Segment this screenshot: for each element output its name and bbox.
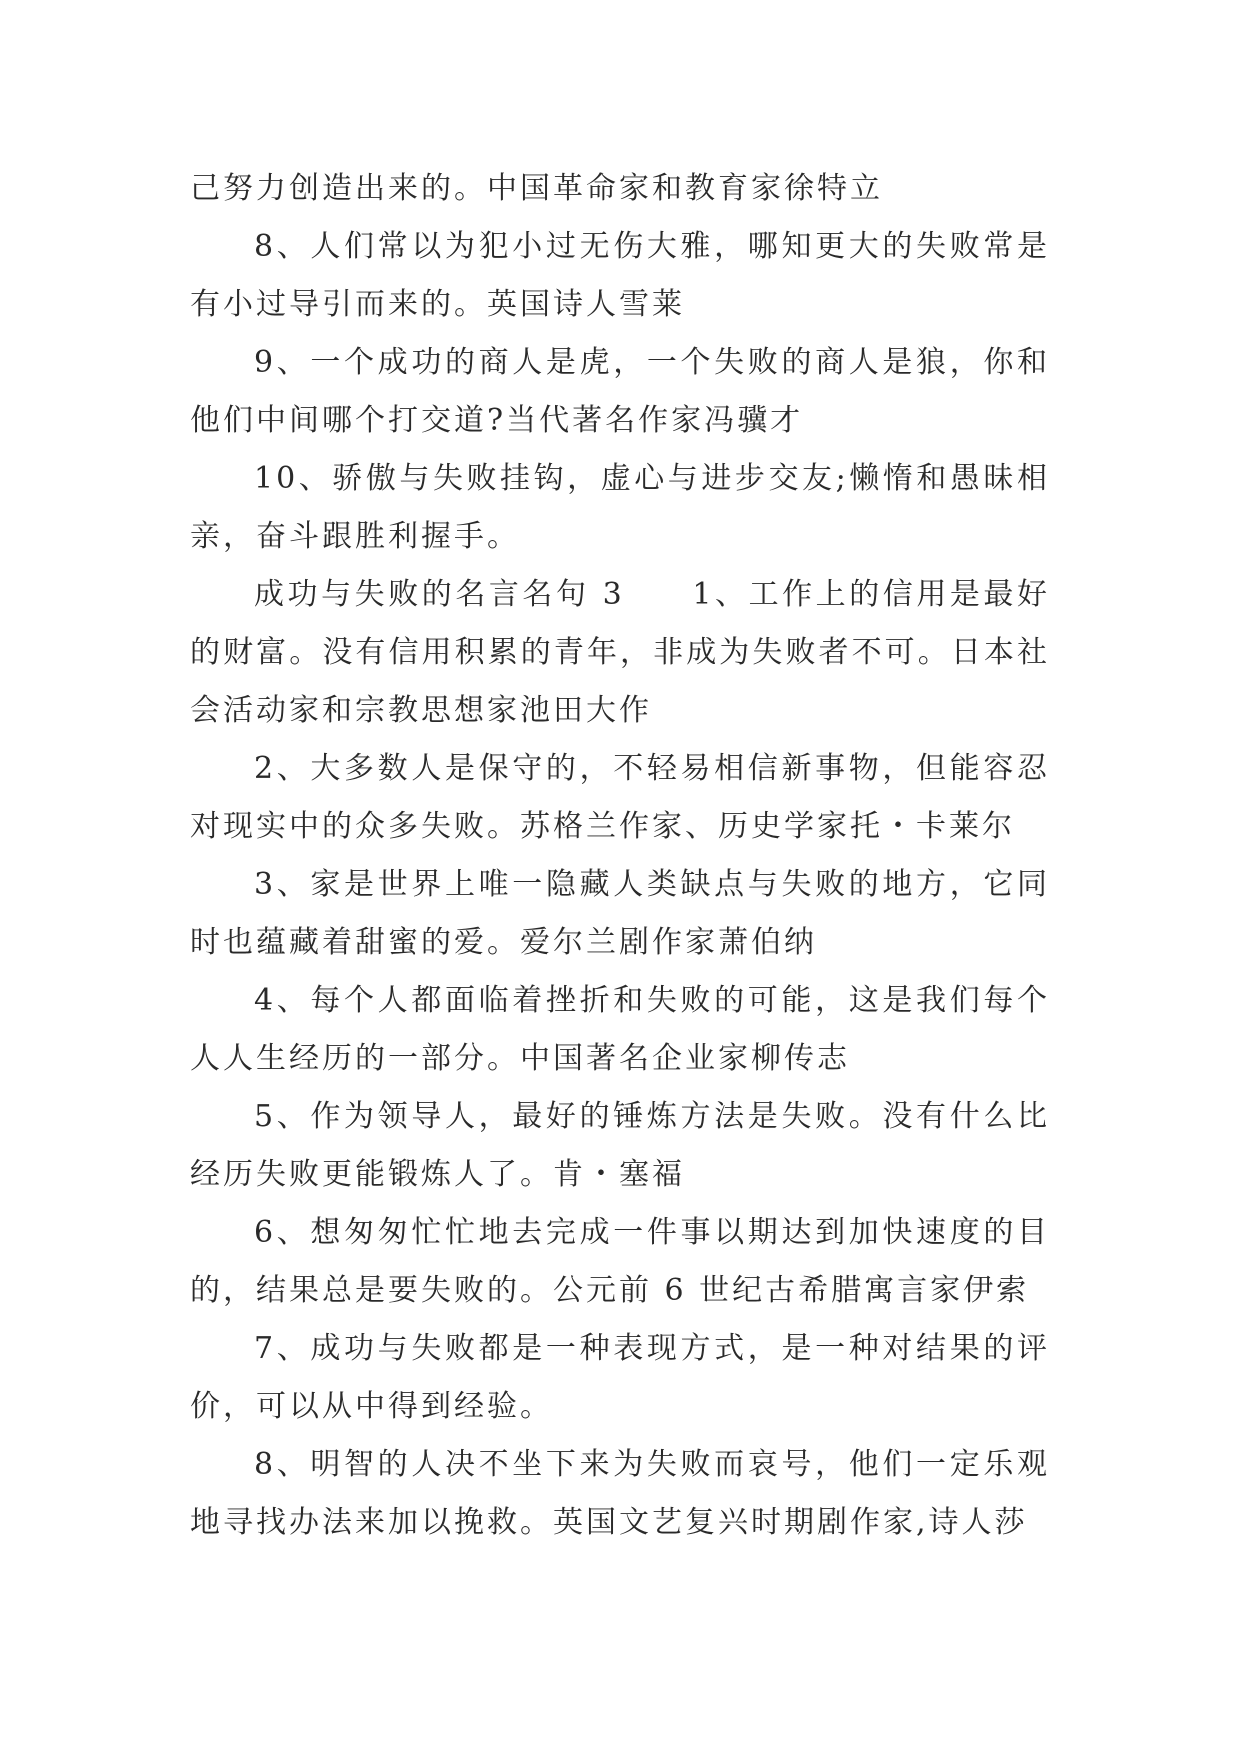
quote-paragraph: 10、骄傲与失败挂钩，虚心与进步交友;懒惰和愚昧相亲，奋斗跟胜利握手。 xyxy=(190,461,1050,554)
document-body xyxy=(190,160,1050,1552)
quote-paragraph: 7、成功与失败都是一种表现方式，是一种对结果的评价，可以从中得到经验。 xyxy=(190,1331,1050,1424)
section-heading-paragraph: 成功与失败的名言名句 3 1、工作上的信用是最好的财富。没有信用积累的青年，非成为失败者不可。日本社会活动家和宗教思想家池田大作 xyxy=(190,577,1050,728)
quote-paragraph: 8、人们常以为犯小过无伤大雅，哪知更大的失败常是有小过导引而来的。英国诗人雪莱 xyxy=(190,229,1050,322)
quote-paragraph: 8、明智的人决不坐下来为失败而哀号，他们一定乐观地寻找办法来加以挽救。英国文艺复兴时期剧作家,诗人莎 xyxy=(190,1447,1050,1540)
quote-paragraph: 2、大多数人是保守的，不轻易相信新事物，但能容忍对现实中的众多失败。苏格兰作家、历史学家托・卡莱尔 xyxy=(190,751,1050,844)
quote-paragraph: 3、家是世界上唯一隐藏人类缺点与失败的地方，它同时也蕴藏着甜蜜的爱。爱尔兰剧作家萧伯纳 xyxy=(190,867,1050,960)
paragraph-continuation: 己努力创造出来的。中国革命家和教育家徐特立 xyxy=(190,171,883,206)
quote-paragraph: 4、每个人都面临着挫折和失败的可能，这是我们每个人人生经历的一部分。中国著名企业家柳传志 xyxy=(190,983,1050,1076)
quote-paragraph: 9、一个成功的商人是虎，一个失败的商人是狼，你和他们中间哪个打交道?当代著名作家冯骥才 xyxy=(190,345,1050,438)
quote-paragraph: 6、想匆匆忙忙地去完成一件事以期达到加快速度的目的，结果总是要失败的。公元前 6 世纪古希腊寓言家伊索 xyxy=(190,1215,1050,1308)
quote-paragraph: 5、作为领导人，最好的锤炼方法是失败。没有什么比经历失败更能锻炼人了。肯・塞福 xyxy=(190,1099,1050,1192)
